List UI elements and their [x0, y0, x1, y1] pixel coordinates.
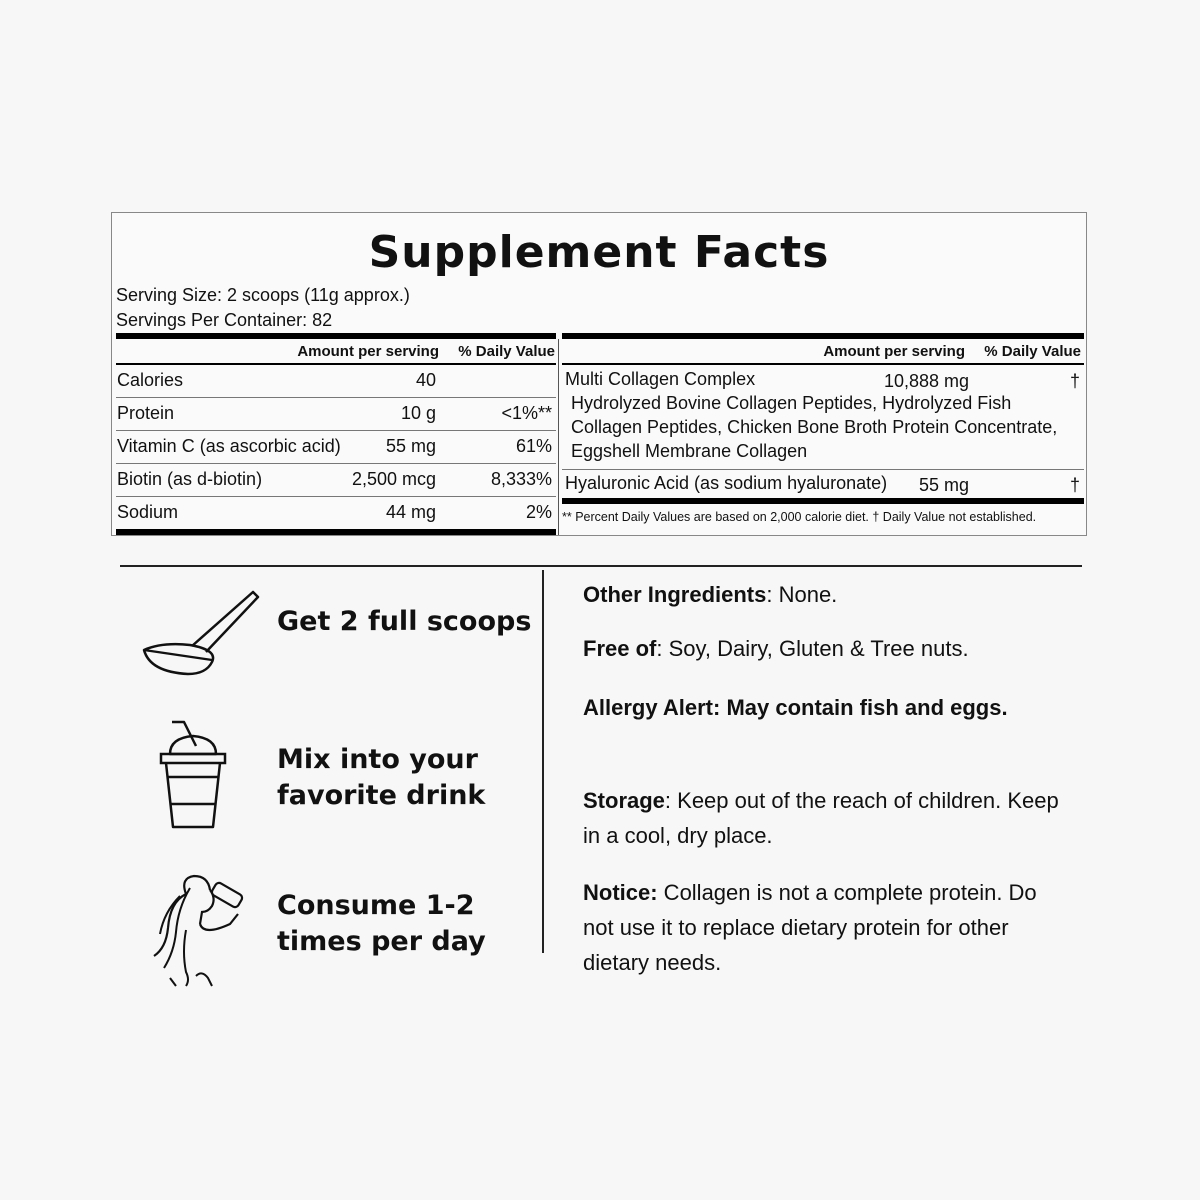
allergy-alert-text: Allergy Alert: May contain fish and eggs.	[583, 695, 1008, 720]
other-ingredients-label: Other Ingredients	[583, 582, 767, 607]
nutrient-dv: <1%**	[501, 403, 552, 423]
facts-header-row	[116, 339, 556, 365]
ingredient-sub-list: Hydrolyzed Bovine Collagen Peptides, Hydrolyzed Fish Collagen Peptides, Chicken Bone Broth Protein Concentrate, Eggshell Membrane Collagen	[571, 393, 1058, 461]
storage-text: : Keep out of the reach of children. Keep in a cool, dry place.	[583, 788, 1059, 848]
notice	[583, 875, 1063, 980]
header-amount: Amount per serving	[823, 343, 965, 360]
nutrient-name: Biotin (as d-biotin)	[117, 469, 263, 489]
facts-header-row	[562, 339, 1084, 365]
step-consume	[140, 872, 520, 990]
facts-left-column	[116, 333, 556, 535]
other-ingredients	[583, 577, 1103, 612]
nutrient-name: Calories	[117, 370, 184, 390]
bottom-bar	[116, 529, 556, 535]
allergy-alert	[583, 690, 1103, 725]
notice-text: Collagen is not a complete protein. Do not use it to replace dietary protein for other dietary needs.	[583, 880, 1037, 975]
nutrient-name: Sodium	[117, 502, 179, 522]
table-row	[562, 470, 1084, 496]
storage	[583, 783, 1063, 853]
step-scoop	[140, 588, 532, 688]
table-row	[562, 365, 1084, 470]
free-of-label: Free of	[583, 636, 657, 661]
nutrient-amount: 2,500 mcg	[351, 469, 436, 489]
ingredient-amount: 55 mg	[918, 475, 969, 495]
storage-label: Storage	[583, 788, 665, 813]
ingredient-dv: †	[1069, 371, 1080, 391]
ingredient-amount: 10,888 mg	[883, 371, 969, 391]
table-row	[116, 398, 556, 431]
step-label: Consume 1-2 times per day	[277, 890, 486, 957]
header-daily-value: % Daily Value	[458, 343, 555, 360]
servings-per-container: Servings Per Container: 82	[116, 310, 333, 330]
column-divider	[558, 339, 559, 535]
header-daily-value: % Daily Value	[984, 343, 1081, 360]
nutrient-name: Protein	[117, 403, 175, 423]
nutrient-dv: 8,333%	[490, 469, 552, 489]
nutrient-amount: 55 mg	[385, 436, 436, 456]
scoop-icon	[140, 588, 260, 683]
bottom-bar	[562, 498, 1084, 504]
header-amount: Amount per serving	[297, 343, 439, 360]
nutrient-dv: 2%	[525, 502, 552, 522]
ingredient-name: Hyaluronic Acid (as sodium hyaluronate)	[565, 473, 888, 493]
free-of-text: : Soy, Dairy, Gluten & Tree nuts.	[656, 636, 969, 661]
ingredient-dv: †	[1069, 475, 1080, 495]
free-of	[583, 631, 1103, 666]
drink-cup-icon	[158, 720, 228, 837]
step-label: Mix into your favorite drink	[277, 744, 486, 811]
supplement-facts-panel	[111, 212, 1087, 536]
table-row	[116, 464, 556, 497]
facts-right-column	[562, 333, 1084, 524]
nutrient-dv: 61%	[515, 436, 552, 456]
nutrient-name: Vitamin C (as ascorbic acid)	[117, 436, 341, 456]
table-row	[116, 497, 556, 529]
facts-title: Supplement Facts	[368, 227, 830, 278]
table-row	[116, 365, 556, 398]
person-drinking-icon	[150, 872, 250, 993]
nutrient-amount: 44 mg	[385, 502, 436, 522]
ingredient-name: Multi Collagen Complex	[565, 369, 756, 389]
table-row	[116, 431, 556, 464]
nutrient-amount: 40	[415, 370, 436, 390]
notice-label: Notice:	[583, 880, 658, 905]
other-ingredients-text: : None.	[766, 582, 838, 607]
nutrient-amount: 10 g	[400, 403, 436, 423]
footnote: ** Percent Daily Values are based on 2,000 calorie diet. † Daily Value not established.	[562, 510, 1037, 524]
serving-size: Serving Size: 2 scoops (11g approx.)	[116, 285, 410, 305]
step-mix	[140, 720, 520, 832]
serving-info	[116, 283, 410, 333]
step-label: Get 2 full scoops	[277, 606, 532, 637]
column-divider-line	[542, 570, 544, 953]
section-divider	[120, 565, 1082, 567]
